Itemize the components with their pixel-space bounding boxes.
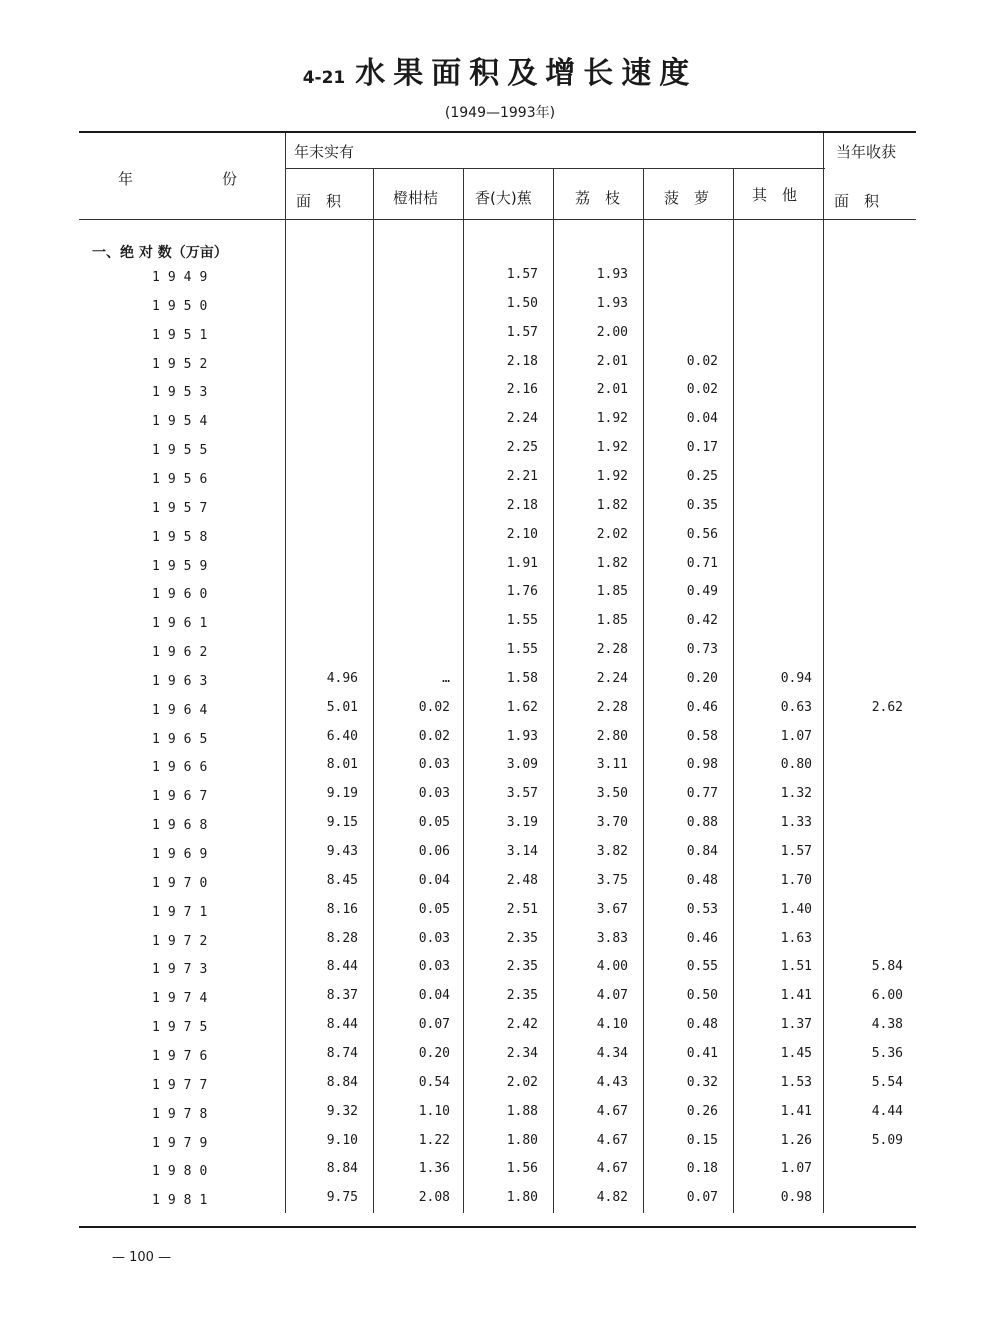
table-cell: 0.04 bbox=[418, 988, 450, 1003]
table-cell: 0.04 bbox=[418, 873, 450, 888]
table-cell: 1.37 bbox=[780, 1017, 812, 1032]
table-cell: 2.42 bbox=[506, 1017, 538, 1032]
header-col-other: 其 他 bbox=[752, 186, 798, 204]
row-year: 1977 bbox=[152, 1078, 216, 1093]
table-cell: 8.44 bbox=[326, 959, 358, 974]
table-cell: 1.55 bbox=[506, 613, 538, 628]
table-cell: 9.10 bbox=[326, 1133, 358, 1148]
header-col-harvest-area: 面 积 bbox=[834, 192, 880, 210]
table-cell: 1.80 bbox=[506, 1133, 538, 1148]
table-cell: 8.01 bbox=[326, 757, 358, 772]
table-cell: 1.93 bbox=[596, 267, 628, 282]
table-cell: 1.53 bbox=[780, 1075, 812, 1090]
table-cell: 1.07 bbox=[780, 1161, 812, 1176]
table-cell: 1.36 bbox=[418, 1161, 450, 1176]
row-year: 1954 bbox=[152, 414, 216, 429]
header-col-citrus: 橙柑桔 bbox=[393, 189, 439, 207]
table-cell: 3.75 bbox=[596, 873, 628, 888]
table-cell: 6.40 bbox=[326, 729, 358, 744]
table-cell: 2.80 bbox=[596, 729, 628, 744]
table-cell: 8.84 bbox=[326, 1075, 358, 1090]
table-cell: 1.82 bbox=[596, 556, 628, 571]
table-cell: 9.43 bbox=[326, 844, 358, 859]
table-cell: 3.70 bbox=[596, 815, 628, 830]
row-year: 1974 bbox=[152, 991, 216, 1006]
table-cell: 8.45 bbox=[326, 873, 358, 888]
row-year: 1981 bbox=[152, 1193, 216, 1208]
table-cell: 2.08 bbox=[418, 1190, 450, 1205]
table-cell: 1.63 bbox=[780, 931, 812, 946]
table-title bbox=[0, 48, 1000, 92]
table-cell: 0.42 bbox=[686, 613, 718, 628]
table-cell: 2.35 bbox=[506, 959, 538, 974]
table-cell: 3.19 bbox=[506, 815, 538, 830]
row-year: 1952 bbox=[152, 357, 216, 372]
row-year: 1976 bbox=[152, 1049, 216, 1064]
table-cell: 3.14 bbox=[506, 844, 538, 859]
table-cell: 8.44 bbox=[326, 1017, 358, 1032]
table-cell: 1.57 bbox=[506, 325, 538, 340]
table-cell: 3.09 bbox=[506, 757, 538, 772]
table-cell: 3.67 bbox=[596, 902, 628, 917]
row-year: 1955 bbox=[152, 443, 216, 458]
table-cell: 9.75 bbox=[326, 1190, 358, 1205]
section-label: 一、绝 对 数（万亩） bbox=[92, 245, 228, 261]
header-col-pineapple: 菠 萝 bbox=[664, 189, 710, 207]
table-cell: 1.92 bbox=[596, 440, 628, 455]
row-year: 1959 bbox=[152, 559, 216, 574]
table-cell: 0.58 bbox=[686, 729, 718, 744]
table-cell: 0.98 bbox=[780, 1190, 812, 1205]
table-cell: 0.15 bbox=[686, 1133, 718, 1148]
table-cell: 5.36 bbox=[871, 1046, 903, 1061]
table-cell: 0.20 bbox=[686, 671, 718, 686]
table-cell: 1.91 bbox=[506, 556, 538, 571]
row-year: 1978 bbox=[152, 1107, 216, 1122]
row-year: 1970 bbox=[152, 876, 216, 891]
table-cell: 4.44 bbox=[871, 1104, 903, 1119]
table-cell: 3.11 bbox=[596, 757, 628, 772]
col-divider-harvest bbox=[823, 133, 824, 1213]
table-cell: 2.24 bbox=[506, 411, 538, 426]
row-year: 1964 bbox=[152, 703, 216, 718]
table-cell: 1.82 bbox=[596, 498, 628, 513]
table-cell: 4.00 bbox=[596, 959, 628, 974]
table-cell: 2.35 bbox=[506, 988, 538, 1003]
table-cell: 4.67 bbox=[596, 1104, 628, 1119]
table-subtitle: (1949—1993年) bbox=[444, 105, 556, 121]
table-cell: 2.01 bbox=[596, 354, 628, 369]
table-cell: 2.02 bbox=[506, 1075, 538, 1090]
table-cell: 0.50 bbox=[686, 988, 718, 1003]
row-year: 1980 bbox=[152, 1164, 216, 1179]
row-year: 1962 bbox=[152, 645, 216, 660]
table-cell: 1.10 bbox=[418, 1104, 450, 1119]
table-cell: 3.82 bbox=[596, 844, 628, 859]
row-year: 1973 bbox=[152, 962, 216, 977]
table-cell: 0.05 bbox=[418, 902, 450, 917]
table-cell: 1.56 bbox=[506, 1161, 538, 1176]
table-cell: 8.74 bbox=[326, 1046, 358, 1061]
table-cell: 2.62 bbox=[871, 700, 903, 715]
table-cell: 0.88 bbox=[686, 815, 718, 830]
table-cell: 1.80 bbox=[506, 1190, 538, 1205]
table-cell: 2.35 bbox=[506, 931, 538, 946]
row-year: 1968 bbox=[152, 818, 216, 833]
table-cell: 3.57 bbox=[506, 786, 538, 801]
table-cell: 4.43 bbox=[596, 1075, 628, 1090]
table-cell: 2.28 bbox=[596, 700, 628, 715]
table-cell: 5.01 bbox=[326, 700, 358, 715]
table-cell: 0.32 bbox=[686, 1075, 718, 1090]
table-cell: 5.84 bbox=[871, 959, 903, 974]
table-cell: 0.05 bbox=[418, 815, 450, 830]
table-cell: 1.57 bbox=[506, 267, 538, 282]
table-cell: 4.38 bbox=[871, 1017, 903, 1032]
table-cell: 2.25 bbox=[506, 440, 538, 455]
table-cell: 1.32 bbox=[780, 786, 812, 801]
table-cell: 5.54 bbox=[871, 1075, 903, 1090]
table-cell: 1.70 bbox=[780, 873, 812, 888]
table-cell: 0.77 bbox=[686, 786, 718, 801]
table-cell: 2.34 bbox=[506, 1046, 538, 1061]
table-cell: 2.28 bbox=[596, 642, 628, 657]
row-year: 1953 bbox=[152, 385, 216, 400]
table-cell: 2.48 bbox=[506, 873, 538, 888]
row-year: 1957 bbox=[152, 501, 216, 516]
table-cell: 8.37 bbox=[326, 988, 358, 1003]
table-cell: 1.85 bbox=[596, 613, 628, 628]
table-cell: 1.45 bbox=[780, 1046, 812, 1061]
table-cell: 1.88 bbox=[506, 1104, 538, 1119]
row-year: 1971 bbox=[152, 905, 216, 920]
table-cell: 2.51 bbox=[506, 902, 538, 917]
table-cell: 1.93 bbox=[506, 729, 538, 744]
table-cell: 1.76 bbox=[506, 584, 538, 599]
table-cell: 1.33 bbox=[780, 815, 812, 830]
table-cell: 0.84 bbox=[686, 844, 718, 859]
top-rule bbox=[79, 131, 916, 133]
col-divider-3 bbox=[553, 168, 554, 1213]
col-divider-year bbox=[285, 133, 286, 1213]
table-cell: 2.10 bbox=[506, 527, 538, 542]
table-cell: 0.56 bbox=[686, 527, 718, 542]
table-cell: 0.54 bbox=[418, 1075, 450, 1090]
header-year-2: 份 bbox=[222, 170, 238, 188]
table-cell: 0.48 bbox=[686, 1017, 718, 1032]
table-cell: 3.83 bbox=[596, 931, 628, 946]
row-year: 1979 bbox=[152, 1136, 216, 1151]
table-cell: 0.46 bbox=[686, 700, 718, 715]
table-cell: 1.50 bbox=[506, 296, 538, 311]
table-cell: 1.57 bbox=[780, 844, 812, 859]
table-cell: 0.02 bbox=[686, 354, 718, 369]
table-cell: 5.09 bbox=[871, 1133, 903, 1148]
table-cell: 0.55 bbox=[686, 959, 718, 974]
row-year: 1951 bbox=[152, 328, 216, 343]
header-year-1: 年 bbox=[118, 170, 134, 188]
table-cell: 4.67 bbox=[596, 1133, 628, 1148]
header-end-of-year: 年末实有 bbox=[294, 143, 355, 161]
col-divider-4 bbox=[643, 168, 644, 1213]
table-cell: 1.41 bbox=[780, 1104, 812, 1119]
table-cell: 0.71 bbox=[686, 556, 718, 571]
col-divider-5 bbox=[733, 168, 734, 1213]
row-year: 1965 bbox=[152, 732, 216, 747]
row-year: 1950 bbox=[152, 299, 216, 314]
table-cell: 2.18 bbox=[506, 354, 538, 369]
header-harvest: 当年收获 bbox=[836, 143, 897, 161]
table-cell: 3.50 bbox=[596, 786, 628, 801]
row-year: 1949 bbox=[152, 270, 216, 285]
table-cell: 2.16 bbox=[506, 382, 538, 397]
table-cell: 0.49 bbox=[686, 584, 718, 599]
table-number: 4-21 bbox=[302, 68, 346, 88]
table-cell: 0.17 bbox=[686, 440, 718, 455]
table-cell: 0.73 bbox=[686, 642, 718, 657]
table-cell: 2.24 bbox=[596, 671, 628, 686]
row-year: 1967 bbox=[152, 789, 216, 804]
header-divider-group bbox=[285, 168, 825, 169]
row-year: 1966 bbox=[152, 760, 216, 775]
table-cell: 0.53 bbox=[686, 902, 718, 917]
table-cell: 0.03 bbox=[418, 757, 450, 772]
table-cell: 0.07 bbox=[686, 1190, 718, 1205]
table-cell: 4.82 bbox=[596, 1190, 628, 1205]
row-year: 1956 bbox=[152, 472, 216, 487]
table-cell: 8.28 bbox=[326, 931, 358, 946]
header-col-area: 面 积 bbox=[296, 192, 342, 210]
table-cell: 0.94 bbox=[780, 671, 812, 686]
table-cell: 0.20 bbox=[418, 1046, 450, 1061]
table-cell: 9.19 bbox=[326, 786, 358, 801]
table-cell: 1.58 bbox=[506, 671, 538, 686]
table-cell: 2.02 bbox=[596, 527, 628, 542]
table-cell: 1.22 bbox=[418, 1133, 450, 1148]
table-cell: 1.41 bbox=[780, 988, 812, 1003]
col-divider-2 bbox=[463, 168, 464, 1213]
table-cell: 1.40 bbox=[780, 902, 812, 917]
row-year: 1975 bbox=[152, 1020, 216, 1035]
table-cell: 6.00 bbox=[871, 988, 903, 1003]
row-year: 1972 bbox=[152, 934, 216, 949]
table-cell: 1.62 bbox=[506, 700, 538, 715]
header-col-banana: 香(大)蕉 bbox=[475, 189, 532, 207]
table-cell: 0.07 bbox=[418, 1017, 450, 1032]
table-cell: 1.92 bbox=[596, 411, 628, 426]
table-cell: 8.16 bbox=[326, 902, 358, 917]
table-cell: 0.02 bbox=[418, 729, 450, 744]
row-year: 1969 bbox=[152, 847, 216, 862]
table-cell: … bbox=[442, 671, 450, 686]
row-year: 1961 bbox=[152, 616, 216, 631]
header-divider-bottom bbox=[79, 219, 916, 220]
table-cell: 4.10 bbox=[596, 1017, 628, 1032]
table-cell: 0.18 bbox=[686, 1161, 718, 1176]
table-cell: 0.06 bbox=[418, 844, 450, 859]
table-cell: 8.84 bbox=[326, 1161, 358, 1176]
table-cell: 0.03 bbox=[418, 786, 450, 801]
table-cell: 4.96 bbox=[326, 671, 358, 686]
table-cell: 1.93 bbox=[596, 296, 628, 311]
table-cell: 0.25 bbox=[686, 469, 718, 484]
table-cell: 0.63 bbox=[780, 700, 812, 715]
table-cell: 0.04 bbox=[686, 411, 718, 426]
table-cell: 1.26 bbox=[780, 1133, 812, 1148]
table-title-text: 水果面积及增长速度 bbox=[355, 56, 698, 91]
col-divider-1 bbox=[373, 168, 374, 1213]
header-col-lychee: 荔 枝 bbox=[575, 189, 621, 207]
table-cell: 1.55 bbox=[506, 642, 538, 657]
table-cell: 2.21 bbox=[506, 469, 538, 484]
table-cell: 0.80 bbox=[780, 757, 812, 772]
table-cell: 0.02 bbox=[418, 700, 450, 715]
table-cell: 4.67 bbox=[596, 1161, 628, 1176]
table-cell: 9.32 bbox=[326, 1104, 358, 1119]
row-year: 1963 bbox=[152, 674, 216, 689]
table-cell: 1.51 bbox=[780, 959, 812, 974]
table-cell: 0.03 bbox=[418, 959, 450, 974]
table-cell: 0.98 bbox=[686, 757, 718, 772]
row-year: 1958 bbox=[152, 530, 216, 545]
table-cell: 2.00 bbox=[596, 325, 628, 340]
table-cell: 2.01 bbox=[596, 382, 628, 397]
table-cell: 1.85 bbox=[596, 584, 628, 599]
table-cell: 0.26 bbox=[686, 1104, 718, 1119]
table-cell: 1.92 bbox=[596, 469, 628, 484]
table-cell: 4.07 bbox=[596, 988, 628, 1003]
bottom-rule bbox=[79, 1226, 916, 1228]
table-cell: 0.02 bbox=[686, 382, 718, 397]
table-cell: 1.07 bbox=[780, 729, 812, 744]
table-cell: 0.41 bbox=[686, 1046, 718, 1061]
page-number: — 100 — bbox=[112, 1250, 172, 1265]
table-cell: 0.35 bbox=[686, 498, 718, 513]
table-cell: 9.15 bbox=[326, 815, 358, 830]
table-cell: 4.34 bbox=[596, 1046, 628, 1061]
table-cell: 0.03 bbox=[418, 931, 450, 946]
table-cell: 0.46 bbox=[686, 931, 718, 946]
table-cell: 2.18 bbox=[506, 498, 538, 513]
table-cell: 0.48 bbox=[686, 873, 718, 888]
row-year: 1960 bbox=[152, 587, 216, 602]
